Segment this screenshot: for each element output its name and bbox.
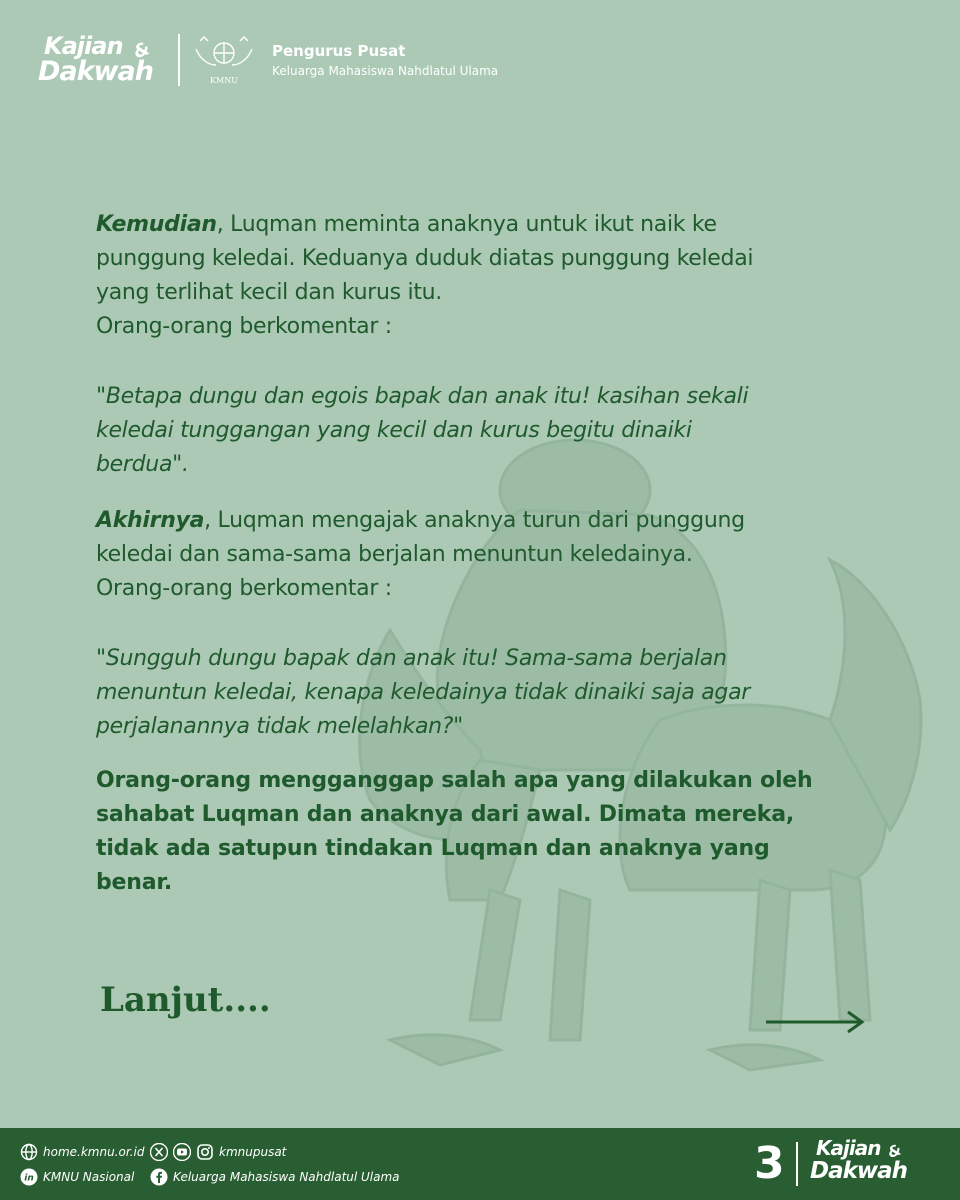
conclusion-paragraph: Orang-orang mengganggap salah apa yang dilakukan oleh sahabat Luqman dan anaknya dari awal. Dimata mereka, tidak ada satupun tindakan Luqman dan anaknya yang benar. [96, 768, 813, 895]
instagram-icon[interactable] [196, 1143, 214, 1161]
footer-linkedin[interactable] [20, 1168, 134, 1186]
org-info [272, 42, 498, 79]
linkedin-text: KMNU Nasional [43, 1170, 135, 1184]
website-text: home.kmnu.or.id [43, 1145, 145, 1159]
kmnu-logo-text: KMNU [210, 76, 238, 85]
footer-brand-word-1: Kajian [816, 1136, 881, 1160]
quote-2: "Sungguh dungu bapak dan anak itu! Sama-sama berjalan menuntun keledai, kenapa keledainya tidak dinaiki saja agar perjalanannya tidak melelahkan?" [96, 646, 751, 739]
footer [0, 1128, 960, 1200]
x-icon[interactable] [150, 1143, 168, 1161]
linkedin-icon [20, 1168, 38, 1186]
paragraph-1-lead: Kemudian [96, 212, 217, 237]
footer-facebook[interactable] [150, 1168, 400, 1186]
social-handle-text: kmnupusat [219, 1145, 287, 1159]
arrow-right-icon[interactable] [764, 1008, 866, 1036]
header [38, 30, 498, 90]
brand-word-2: Dakwah [38, 56, 153, 87]
brand-word-1: Kajian [44, 32, 123, 60]
paragraph-1 [96, 208, 856, 344]
brand-ampersand: & [130, 37, 153, 64]
footer-website[interactable] [20, 1143, 144, 1161]
paragraph-2 [96, 504, 856, 606]
globe-icon [20, 1143, 38, 1161]
facebook-text: Keluarga Mahasiswa Nahdlatul Ulama [173, 1170, 400, 1184]
org-subtitle: Keluarga Mahasiswa Nahdlatul Ulama [272, 63, 499, 78]
footer-brand-ampersand: & [885, 1140, 904, 1162]
paragraph-1-text: , Luqman meminta anaknya untuk ikut naik ke punggung keledai. Keduanya duduk diatas punggung keledai yang terlihat kecil dan kurus itu. Orang-orang berkomentar : [96, 212, 754, 339]
kajian-dakwah-logo [38, 32, 170, 88]
facebook-icon [150, 1168, 168, 1186]
header-divider [178, 34, 180, 86]
youtube-icon[interactable] [173, 1143, 191, 1161]
kmnu-logo [190, 31, 258, 89]
paragraph-2-lead: Akhirnya [96, 508, 205, 533]
footer-social[interactable] [150, 1143, 286, 1161]
page-number: 3 [754, 1138, 785, 1189]
org-title: Pengurus Pusat [272, 41, 406, 60]
story-content [96, 208, 856, 900]
footer-kajian-dakwah-logo [806, 1136, 926, 1192]
continue-label: Lanjut.... [100, 980, 271, 1020]
footer-brand-word-2: Dakwah [810, 1158, 908, 1184]
svg-text:in: in [24, 1173, 34, 1184]
footer-divider [796, 1142, 798, 1186]
quote-1: "Betapa dungu dan egois bapak dan anak itu! kasihan sekali keledai tunggangan yang kecil dan kurus begitu dinaiki berdua". [96, 384, 749, 477]
paragraph-2-text: , Luqman mengajak anaknya turun dari punggung keledai dan sama-sama berjalan menuntun keledainya. Orang-orang berkomentar : [96, 508, 745, 601]
